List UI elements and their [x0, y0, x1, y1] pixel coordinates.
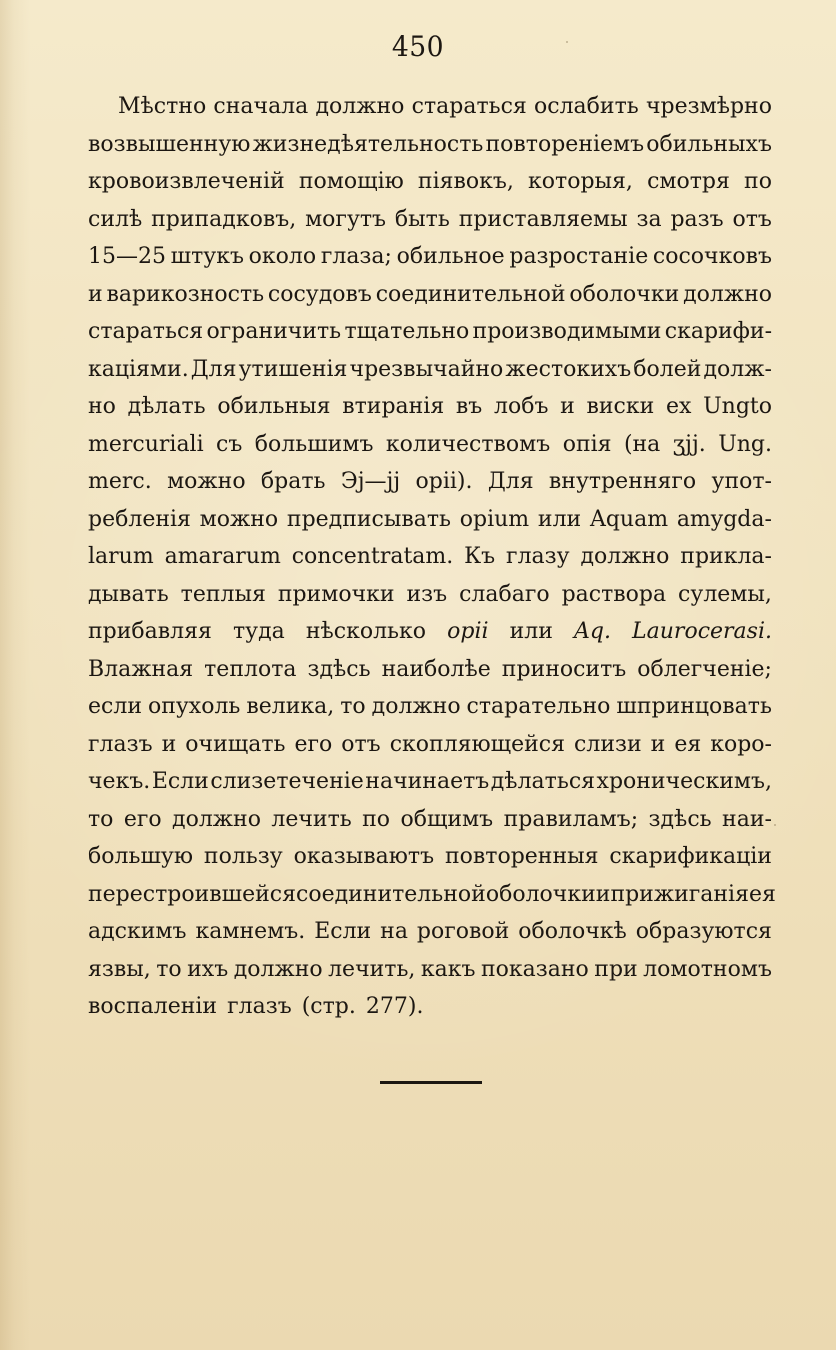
word: слабаго [459, 581, 550, 607]
word: шпринцовать [616, 694, 772, 719]
word: около [248, 244, 317, 269]
word: сосудовъ [267, 281, 372, 307]
word: Если [151, 769, 209, 794]
word: слизетеченіе [210, 769, 364, 794]
word: оболочки [569, 281, 680, 307]
word: предписывать [286, 506, 452, 532]
word: велика, [246, 694, 335, 719]
word: скопляющейся [389, 731, 566, 757]
word: mercuriali [88, 431, 204, 457]
word: болей [633, 356, 702, 382]
text-line [88, 238, 772, 276]
word: опухоль [147, 694, 241, 719]
word: и [88, 281, 103, 307]
word: его [294, 731, 333, 757]
word: долж- [703, 356, 772, 382]
word: брать [260, 469, 326, 494]
word: большимъ [254, 431, 374, 457]
word: могутъ [305, 206, 387, 232]
word: оболочкѣ [518, 919, 627, 944]
word: то [88, 806, 114, 832]
word: силѣ [88, 206, 143, 232]
text-line [88, 388, 772, 426]
word: ʒjj. [672, 431, 706, 457]
word: раствора [561, 581, 667, 607]
word: но [88, 394, 116, 419]
word: приноситъ [501, 656, 627, 682]
word: жестокихъ [505, 356, 632, 382]
word: оказываютъ [293, 844, 435, 869]
body-text [88, 88, 776, 1026]
word: нѣсколько [305, 619, 427, 644]
word: должно [371, 694, 461, 719]
word: оболочки [485, 881, 596, 907]
word: возвышенную [88, 131, 251, 157]
word: теплыя [180, 581, 266, 607]
text-line [88, 538, 772, 576]
word: Ung. [718, 431, 772, 457]
word: съ [216, 431, 243, 457]
word: тщательно [344, 319, 470, 344]
word: ихъ [187, 956, 229, 982]
word: туда [232, 619, 285, 644]
word: и [560, 394, 575, 419]
text-line [88, 951, 772, 989]
word: скарифи- [664, 319, 772, 344]
text-line [88, 126, 772, 164]
word: утишенія [238, 356, 348, 382]
word: отъ [732, 206, 772, 232]
word: ребленія [88, 506, 191, 532]
word: показано [481, 956, 589, 982]
word: которыя, [528, 169, 633, 194]
word: Aquam [589, 506, 669, 532]
text-line [88, 613, 772, 651]
word: прикла- [680, 544, 772, 569]
word: очищать [185, 731, 286, 757]
word: ограничить [206, 319, 342, 344]
word: здѣсь [307, 656, 371, 682]
word: обильныя [217, 394, 331, 419]
text-line [88, 688, 772, 726]
word: соединительной [296, 881, 486, 907]
word: сначала [213, 94, 309, 119]
word: прибавляя [88, 619, 212, 644]
text-line [88, 201, 772, 239]
word: Мѣстно [118, 94, 207, 119]
word: (на [623, 431, 661, 457]
word: можно [167, 469, 246, 494]
word: чекъ. [88, 769, 151, 794]
word: перестроившейся [88, 881, 296, 907]
word: или [537, 506, 582, 532]
word: хроническимъ, [596, 769, 772, 794]
word: лобъ [493, 394, 549, 419]
word: при [594, 956, 638, 982]
word: concentratam. [291, 544, 454, 569]
word: отъ [341, 731, 381, 757]
word: Эj—jj [340, 469, 401, 494]
word: соединительной [375, 281, 566, 307]
text-line [88, 763, 772, 801]
word: повторенныя [444, 844, 599, 869]
word: за [636, 206, 662, 232]
word: начинаетъ [365, 769, 490, 794]
word: Влажная [88, 656, 194, 682]
word: язвы, [88, 956, 151, 982]
word: лечить, [328, 956, 416, 982]
word: опія [562, 431, 612, 457]
word: Для [487, 469, 534, 494]
text-line [88, 501, 772, 539]
word: разростаніе [509, 244, 649, 269]
word: приставляемы [458, 206, 628, 232]
word: его [123, 806, 162, 832]
word: должно [315, 94, 405, 119]
word: пользу [203, 844, 283, 869]
word: сосочковъ [652, 244, 772, 269]
text-line [88, 313, 772, 351]
text-line [88, 876, 776, 914]
word: должно [580, 544, 670, 569]
word: изъ [406, 581, 448, 607]
word: opii). [415, 469, 473, 494]
word: слизи [574, 731, 642, 757]
word: дѣлать [127, 394, 206, 419]
word: amararum [164, 544, 281, 569]
word: Ungto [703, 394, 772, 419]
word: помощію [298, 169, 404, 194]
word: лечить [271, 806, 352, 832]
word: по [744, 169, 772, 194]
section-divider [380, 1081, 482, 1084]
text-line [88, 651, 772, 689]
word: и [595, 881, 611, 907]
word: сулемы, [678, 581, 772, 607]
word: larum [88, 544, 154, 569]
word: припадковъ, [151, 206, 297, 232]
word: производимыми [472, 319, 662, 344]
word: или [509, 619, 553, 644]
word: каціями. [88, 356, 189, 382]
word: смотря [647, 169, 730, 194]
text-line [88, 276, 772, 314]
word: коро- [710, 731, 772, 757]
word: старательно [466, 694, 611, 719]
word: по [362, 806, 391, 832]
word: прижиганія [610, 881, 749, 907]
word: Для [190, 356, 237, 382]
word: opium [459, 506, 530, 532]
text-line [88, 801, 772, 839]
word: роговой [416, 919, 510, 944]
word: обильныхъ [646, 131, 772, 157]
word: правиламъ; [503, 806, 639, 832]
word: стараться [411, 94, 527, 119]
word: opii [447, 619, 489, 644]
word: внутренняго [548, 469, 697, 494]
text-line [88, 838, 772, 876]
word: глазу [506, 544, 570, 569]
word: кровоизвлеченій [88, 169, 285, 194]
text-line [88, 988, 772, 1026]
word: облегченіе; [637, 656, 772, 682]
word: чрезвычайно [349, 356, 504, 382]
text-line [88, 351, 772, 389]
word: наиболѣе [381, 656, 491, 682]
word: какъ [420, 956, 476, 982]
word: amygda- [676, 506, 772, 532]
word: можно [199, 506, 279, 532]
scan-speck [774, 824, 776, 826]
word: ослабить [534, 94, 639, 119]
word: если [88, 694, 142, 719]
word: втиранія [342, 394, 445, 419]
word: на [380, 919, 408, 944]
word: глазъ [88, 731, 153, 757]
scan-speck [93, 409, 95, 411]
word: повтореніемъ [485, 131, 645, 157]
word: и [161, 731, 177, 757]
word: (стр. [301, 994, 356, 1019]
word: merc. [88, 469, 152, 494]
word: ея [748, 881, 776, 907]
word: Если [314, 919, 372, 944]
word: ея [674, 731, 702, 757]
word: то [156, 956, 182, 982]
word: варикозность [106, 281, 265, 307]
word: адскимъ [88, 919, 187, 944]
word: воспаленіи [88, 994, 218, 1019]
word: наи- [722, 806, 772, 832]
word: піявокъ, [417, 169, 514, 194]
word: упот- [711, 469, 772, 494]
word: глаза; [320, 244, 392, 269]
word: образуются [635, 919, 772, 944]
word: теплота [204, 656, 297, 682]
word: здѣсь [648, 806, 712, 832]
text-line [88, 913, 772, 951]
word: количествомъ [385, 431, 551, 457]
scan-speck [566, 41, 568, 43]
word: скарификаціи [609, 844, 772, 869]
text-line [88, 726, 772, 764]
text-line [88, 426, 772, 464]
word: 15—25 [88, 244, 166, 269]
page-number: 450 [391, 30, 445, 63]
word: стараться [88, 319, 204, 344]
word: въ [455, 394, 483, 419]
word: примочки [277, 581, 395, 607]
word: то [340, 694, 366, 719]
word: Къ [464, 544, 496, 569]
word: дѣлаться [490, 769, 596, 794]
word: чрезмѣрно [645, 94, 772, 119]
word: ломотномъ [643, 956, 772, 982]
word: должно [233, 956, 323, 982]
word: ex [665, 394, 692, 419]
word: большую [88, 844, 193, 869]
word: глазъ [227, 994, 292, 1019]
word: Laurocerasi. [632, 619, 772, 644]
text-line [88, 576, 772, 614]
word: должно [683, 281, 772, 307]
word: штукъ [170, 244, 244, 269]
word: общимъ [400, 806, 494, 832]
word: дывать [88, 581, 169, 607]
word: виски [586, 394, 655, 419]
text-line [88, 463, 772, 501]
word: жизнедѣятельность [252, 131, 484, 157]
word: должно [172, 806, 261, 832]
word: быть [394, 206, 450, 232]
word: обильное [396, 244, 505, 269]
word: Aq. [573, 619, 611, 644]
word: разъ [670, 206, 724, 232]
word: и [650, 731, 666, 757]
word: 277). [365, 994, 424, 1019]
word: камнемъ. [195, 919, 306, 944]
text-line [88, 88, 772, 126]
text-line [88, 163, 772, 201]
